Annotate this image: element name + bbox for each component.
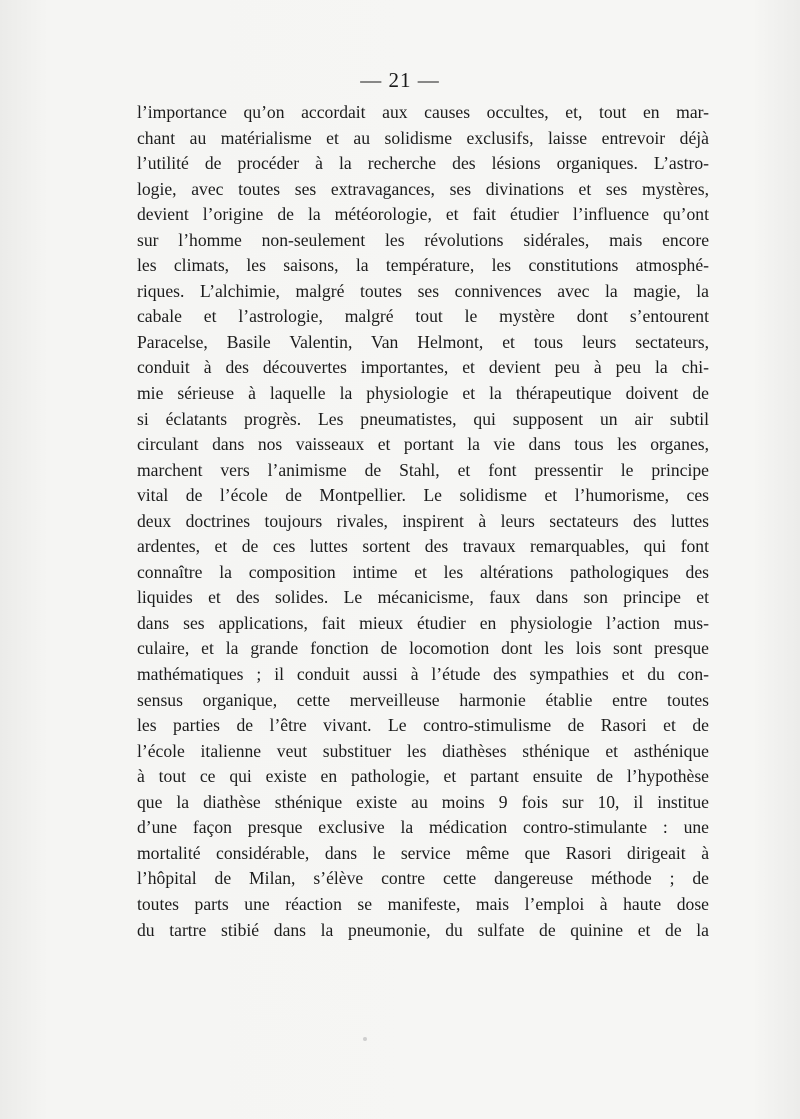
text-line: les climats, les saisons, la température, les constitutions atmosphé- [137,255,709,276]
text-line: deux doctrines toujours rivales, inspirent à leurs sectateurs des luttes [137,510,709,531]
text-line: l’importance qu’on accordait aux causes occultes, et, tout en mar- [137,102,709,122]
body-text [137,100,709,943]
text-line: les parties de l’être vivant. Le contro-stimulisme de Rasori et de [137,715,709,736]
text-line: circulant dans nos vaisseaux et portant la vie dans tous les organes, [137,434,709,455]
text-line: l’utilité de procéder à la recherche des lésions organiques. L’astro- [137,153,709,174]
text-line: mathématiques ; il conduit aussi à l’étude des sympathies et du con- [137,664,709,685]
text-line: devient l’origine de la météorologie, et fait étudier l’influence qu’ont [137,204,709,225]
text-line: dans ses applications, fait mieux étudier en physiologie l’action mus- [137,612,709,633]
text-line: riques. L’alchimie, malgré toutes ses connivences avec la magie, la [137,280,709,301]
text-line: marchent vers l’animisme de Stahl, et font pressentir le principe [137,459,709,480]
text-line: l’école italienne veut substituer les diathèses sthénique et asthénique [137,740,709,761]
text-line: mie sérieuse à laquelle la physiologie et la thérapeutique doivent de [137,383,709,404]
text-line: d’une façon presque exclusive la médication contro-stimulante : une [137,817,709,838]
text-line: sensus organique, cette merveilleuse harmonie établie entre toutes [137,689,709,710]
text-line: conduit à des découvertes importantes, et devient peu à peu la chi- [137,357,709,378]
text-line: vital de l’école de Montpellier. Le solidisme et l’humorisme, ces [137,485,709,506]
text-line: Paracelse, Basile Valentin, Van Helmont, et tous leurs sectateurs, [137,331,709,352]
text-line: l’hôpital de Milan, s’élève contre cette dangereuse méthode ; de [137,868,709,889]
paper-speck [363,1037,367,1041]
text-line: cabale et l’astrologie, malgré tout le mystère dont s’entourent [137,306,709,327]
text-line: sur l’homme non-seulement les révolutions sidérales, mais encore [137,229,709,250]
text-line: ardentes, et de ces luttes sortent des travaux remarquables, qui font [137,536,709,557]
text-line: à tout ce qui existe en pathologie, et partant ensuite de l’hypothèse [137,766,709,787]
text-line: du tartre stibié dans la pneumonie, du sulfate de quinine et de la [137,919,709,940]
page-number: — 21 — [360,68,440,92]
text-line: culaire, et la grande fonction de locomotion dont les lois sont presque [137,638,709,659]
text-line: que la diathèse sthénique existe au moins 9 fois sur 10, il institue [137,791,709,812]
text-line: chant au matérialisme et au solidisme exclusifs, laisse entrevoir déjà [137,127,709,148]
text-line: connaître la composition intime et les altérations pathologiques des [137,561,709,582]
text-line: logie, avec toutes ses extravagances, ses divinations et ses mystères, [137,178,709,199]
text-line: toutes parts une réaction se manifeste, mais l’emploi à haute dose [137,893,709,914]
text-line: mortalité considérable, dans le service même que Rasori dirigeait à [137,842,709,863]
text-line: liquides et des solides. Le mécanicisme, faux dans son principe et [137,587,709,608]
text-line: si éclatants progrès. Les pneumatistes, qui supposent un air subtil [137,408,709,429]
